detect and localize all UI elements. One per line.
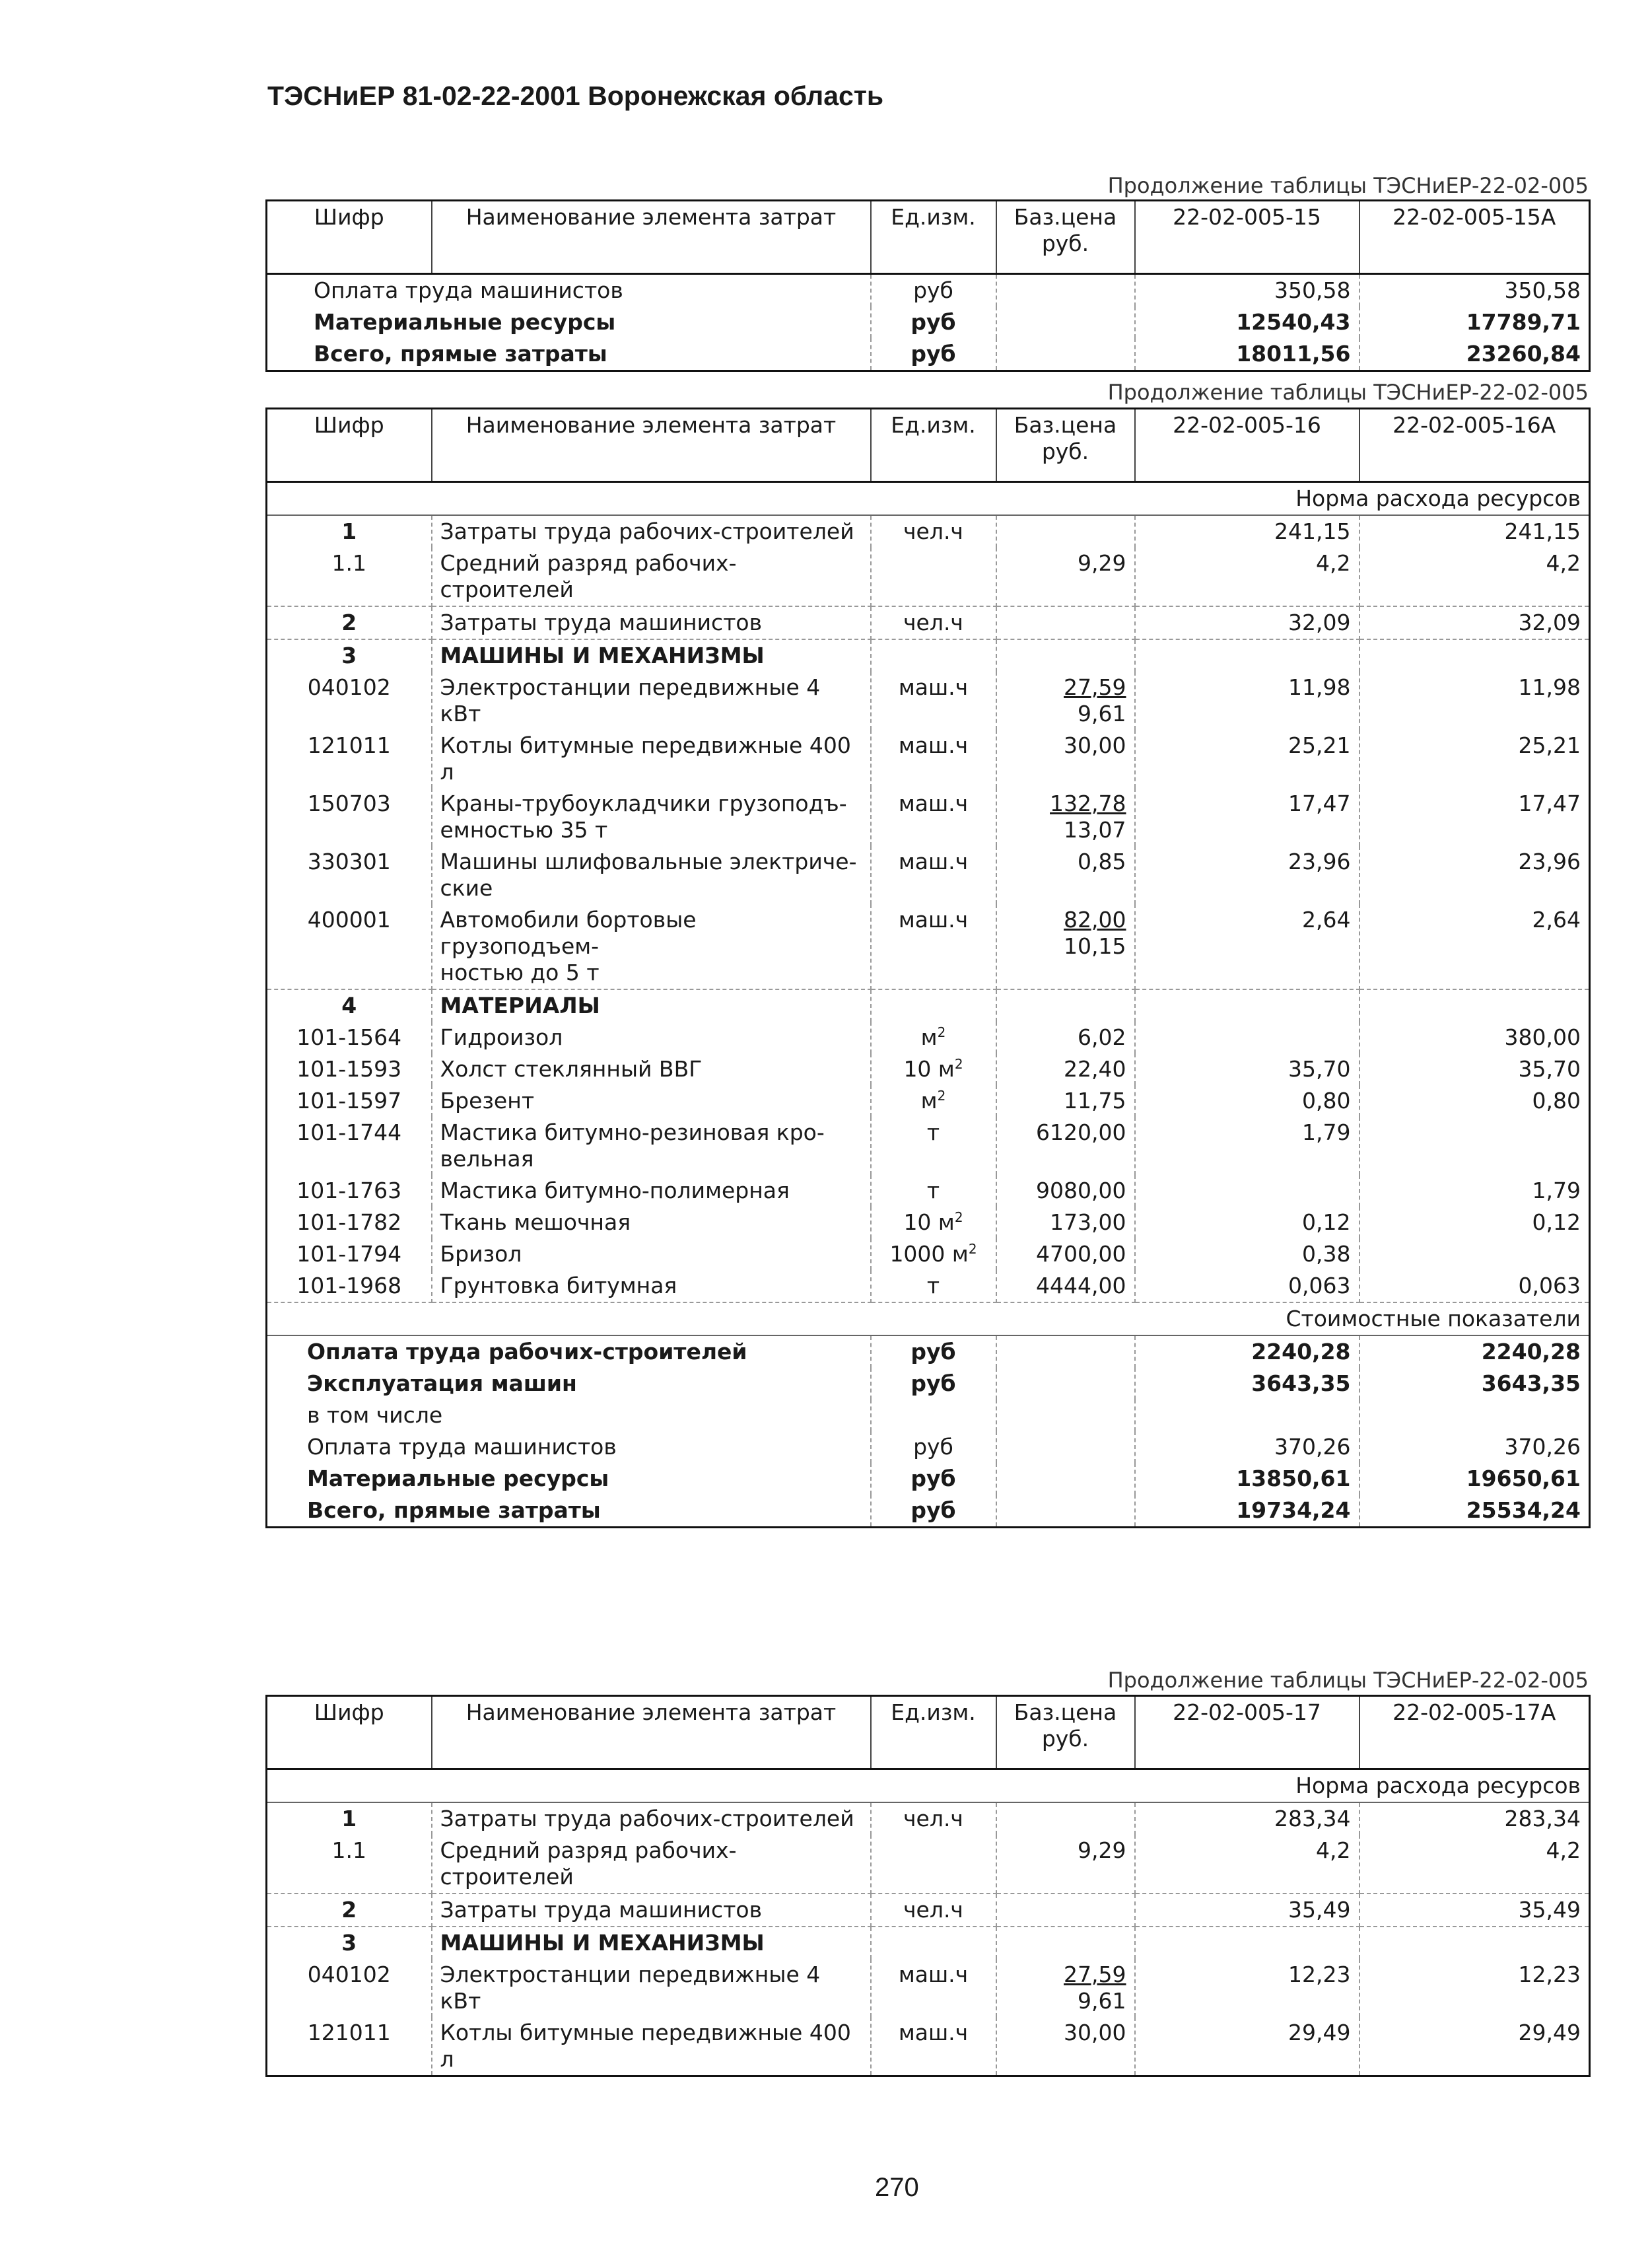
table-row: 101-1782 Ткань мешочная 10 $м^2$ 173,00 0,12 0,12 [267, 1207, 1590, 1238]
col-price-header: Баз.цена руб. [996, 201, 1135, 274]
table-header [267, 1696, 1590, 1769]
col-code-header: Шифр [267, 1696, 432, 1769]
continuation-caption-1: Продолжение таблицы ТЭСНиЕР-22-02-005 [1107, 173, 1589, 198]
col-unit-header: Ед.изм. [871, 409, 996, 482]
table-row: Материальные ресурсы руб 12540,43 17789,71 [267, 306, 1590, 338]
table-row: в том числе [267, 1400, 1590, 1431]
table-row: 121011 Котлы битумные передвижные 400 л маш.ч 30,00 25,21 25,21 [267, 730, 1590, 788]
table-row: Эксплуатация машин руб 3643,35 3643,35 [267, 1368, 1590, 1400]
page-number: 270 [875, 2173, 919, 2202]
table-row: 2 Затраты труда машинистов чел.ч 35,49 35,49 [267, 1894, 1590, 1927]
cost-label-row: Стоимостные показатели [267, 1302, 1590, 1335]
table-row: Всего, прямые затраты руб 19734,24 25534,24 [267, 1495, 1590, 1528]
table-row: Материальные ресурсы руб 13850,61 19650,61 [267, 1463, 1590, 1495]
section-row: 3 МАШИНЫ И МЕХАНИЗМЫ [267, 639, 1590, 672]
table-row: Оплата труда машинистов руб 350,58 350,58 [267, 274, 1590, 307]
table-header [267, 409, 1590, 482]
col-name-header: Наименование элемента затрат [432, 409, 871, 482]
col-name-header: Наименование элемента затрат [432, 1696, 871, 1769]
table-row: 101-1794 Бризол 1000 $м^2$ 4700,00 0,38 [267, 1238, 1590, 1270]
col-b-header: 22-02-005-15А [1359, 201, 1590, 274]
resource-table-17 [265, 1695, 1591, 2077]
table-row: 1 Затраты труда рабочих-строителей чел.ч 283,34 283,34 [267, 1802, 1590, 1835]
table-row: 040102 Электростанции передвижные 4 кВт маш.ч 27,59 9,61 11,98 11,98 [267, 672, 1590, 730]
col-price-header: Баз.цена руб. [996, 409, 1135, 482]
col-price-header: Баз.цена руб. [996, 1696, 1135, 1769]
table-row: 400001 Автомобили бортовые грузоподъем- ностью до 5 т маш.ч 82,00 10,15 2,64 2,64 [267, 904, 1590, 989]
col-name-header: Наименование элемента затрат [432, 201, 871, 274]
table-row: 121011 Котлы битумные передвижные 400 л маш.ч 30,00 29,49 29,49 [267, 2017, 1590, 2076]
table-row: 101-1593 Холст стеклянный ВВГ 10 $м^2$ 22,40 35,70 35,70 [267, 1053, 1590, 1085]
col-b-header: 22-02-005-17А [1359, 1696, 1590, 1769]
col-unit-header: Ед.изм. [871, 1696, 996, 1769]
table-row: 150703 Краны-трубоукладчики грузоподъ- емностью 35 т маш.ч 132,78 13,07 17,47 17,47 [267, 788, 1590, 846]
table-row: Оплата труда рабочих-строителей руб 2240,28 2240,28 [267, 1335, 1590, 1368]
table-row: 101-1744 Мастика битумно-резиновая кро- вельная т 6120,00 1,79 [267, 1117, 1590, 1175]
table-row: Всего, прямые затраты руб 18011,56 23260,84 [267, 338, 1590, 371]
col-code-header: Шифр [267, 409, 432, 482]
table-row: Оплата труда машинистов руб 370,26 370,26 [267, 1431, 1590, 1463]
continuation-caption-2: Продолжение таблицы ТЭСНиЕР-22-02-005 [1107, 380, 1589, 405]
section-row: 4 МАТЕРИАЛЫ [267, 989, 1590, 1022]
col-a-header: 22-02-005-15 [1135, 201, 1359, 274]
table-row: 2 Затраты труда машинистов чел.ч 32,09 32,09 [267, 606, 1590, 639]
table-row: 101-1763 Мастика битумно-полимерная т 9080,00 1,79 [267, 1175, 1590, 1207]
resource-table-16 [265, 408, 1591, 1528]
col-b-header: 22-02-005-16А [1359, 409, 1590, 482]
table-header [267, 201, 1590, 274]
resource-table-15 [265, 199, 1591, 372]
col-a-header: 22-02-005-17 [1135, 1696, 1359, 1769]
col-unit-header: Ед.изм. [871, 201, 996, 274]
document-title: ТЭСНиЕР 81-02-22-2001 Воронежская область [267, 81, 884, 111]
table-row: 1 Затраты труда рабочих-строителей чел.ч 241,15 241,15 [267, 515, 1590, 548]
table-row: 101-1597 Брезент $м^2$ 11,75 0,80 0,80 [267, 1085, 1590, 1117]
table-row: 1.1 Средний разряд рабочих-строителей 9,29 4,2 4,2 [267, 548, 1590, 606]
col-a-header: 22-02-005-16 [1135, 409, 1359, 482]
table-row: 330301 Машины шлифовальные электриче- ские маш.ч 0,85 23,96 23,96 [267, 846, 1590, 904]
table-row: 101-1968 Грунтовка битумная т 4444,00 0,063 0,063 [267, 1270, 1590, 1302]
norma-row: Норма расхода ресурсов [267, 482, 1590, 516]
continuation-caption-3: Продолжение таблицы ТЭСНиЕР-22-02-005 [1107, 1668, 1589, 1693]
norma-row: Норма расхода ресурсов [267, 1769, 1590, 1803]
table-row: 101-1564 Гидроизол $м^2$ 6,02 380,00 [267, 1022, 1590, 1053]
col-code-header: Шифр [267, 201, 432, 274]
table-row: 1.1 Средний разряд рабочих-строителей 9,29 4,2 4,2 [267, 1835, 1590, 1894]
section-row: 3 МАШИНЫ И МЕХАНИЗМЫ [267, 1927, 1590, 1959]
table-row: 040102 Электростанции передвижные 4 кВт маш.ч 27,59 9,61 12,23 12,23 [267, 1959, 1590, 2017]
